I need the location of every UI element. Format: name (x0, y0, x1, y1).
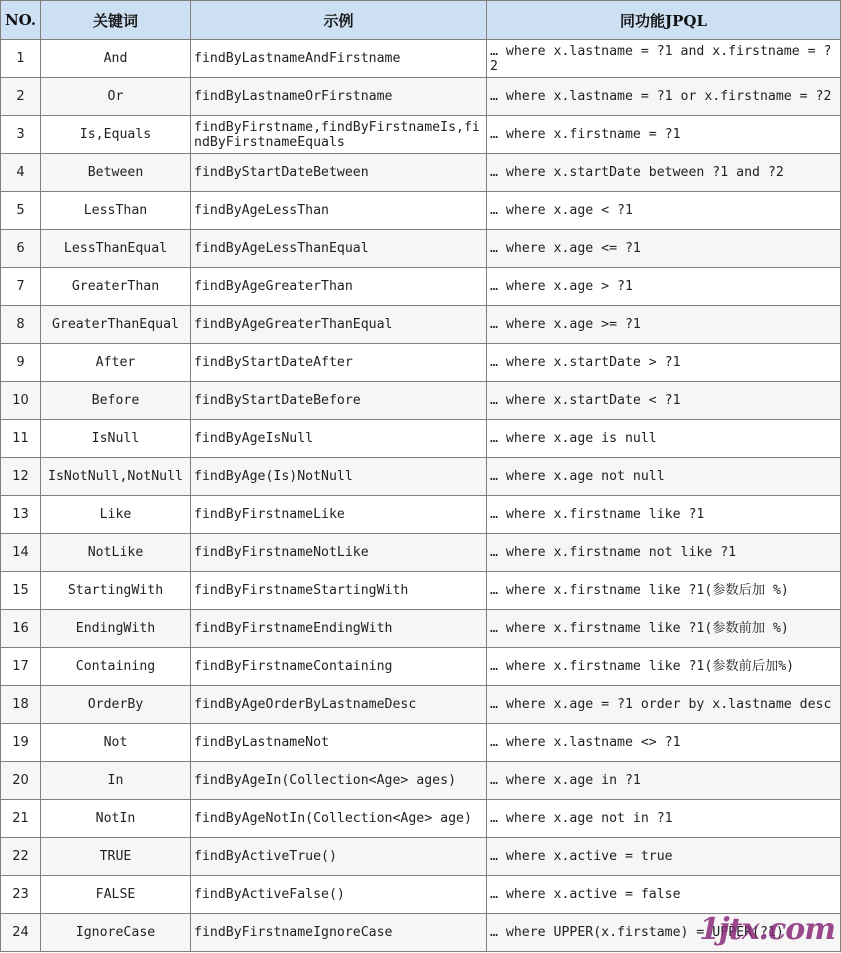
keyword-cell: Before (41, 382, 191, 420)
table-row (1, 610, 841, 648)
example-cell: findByFirstnameEndingWith (191, 610, 487, 648)
example-cell: findByAge(Is)NotNull (191, 458, 487, 496)
row-number: 11 (1, 420, 41, 458)
keyword-cell: OrderBy (41, 686, 191, 724)
jpql-cell: … where x.firstname like ?1(参数前加 %) (487, 610, 841, 648)
keyword-cell: GreaterThan (41, 268, 191, 306)
example-cell: findByStartDateAfter (191, 344, 487, 382)
keyword-cell: IsNull (41, 420, 191, 458)
jpql-cell: … where x.firstname = ?1 (487, 116, 841, 154)
example-cell: findByFirstnameStartingWith (191, 572, 487, 610)
example-cell: findByStartDateBetween (191, 154, 487, 192)
row-number: 21 (1, 800, 41, 838)
jpql-cell: … where UPPER(x.firstame) = UPPER(?1) (487, 914, 841, 952)
header-jpql: 同功能JPQL (487, 1, 841, 40)
table-row (1, 344, 841, 382)
example-cell: findByFirstname,findByFirstnameIs,findByFirstnameEquals (191, 116, 487, 154)
table-body (1, 40, 841, 952)
table-row (1, 876, 841, 914)
row-number: 20 (1, 762, 41, 800)
jpql-cell: … where x.age not in ?1 (487, 800, 841, 838)
keyword-cell: TRUE (41, 838, 191, 876)
table-row (1, 154, 841, 192)
example-cell: findByLastnameAndFirstname (191, 40, 487, 78)
keyword-cell: FALSE (41, 876, 191, 914)
row-number: 7 (1, 268, 41, 306)
table-row (1, 686, 841, 724)
keyword-cell: StartingWith (41, 572, 191, 610)
jpql-cell: … where x.active = true (487, 838, 841, 876)
jpql-cell: … where x.firstname like ?1 (487, 496, 841, 534)
example-cell: findByActiveFalse() (191, 876, 487, 914)
example-cell: findByAgeGreaterThanEqual (191, 306, 487, 344)
row-number: 18 (1, 686, 41, 724)
table-row (1, 648, 841, 686)
keyword-cell: Like (41, 496, 191, 534)
keyword-cell: Or (41, 78, 191, 116)
row-number: 9 (1, 344, 41, 382)
jpql-cell: … where x.age = ?1 order by x.lastname desc (487, 686, 841, 724)
jpql-cell: … where x.firstname not like ?1 (487, 534, 841, 572)
jpql-cell: … where x.age <= ?1 (487, 230, 841, 268)
jpql-cell: … where x.lastname <> ?1 (487, 724, 841, 762)
row-number: 1 (1, 40, 41, 78)
example-cell: findByAgeLessThan (191, 192, 487, 230)
jpql-cell: … where x.active = false (487, 876, 841, 914)
table-row (1, 268, 841, 306)
jpql-cell: … where x.age < ?1 (487, 192, 841, 230)
table-row (1, 40, 841, 78)
jpql-cell: … where x.firstname like ?1(参数前后加%) (487, 648, 841, 686)
row-number: 6 (1, 230, 41, 268)
row-number: 15 (1, 572, 41, 610)
row-number: 19 (1, 724, 41, 762)
row-number: 4 (1, 154, 41, 192)
keyword-cell: GreaterThanEqual (41, 306, 191, 344)
example-cell: findByLastnameOrFirstname (191, 78, 487, 116)
table-row (1, 838, 841, 876)
row-number: 12 (1, 458, 41, 496)
table-row (1, 306, 841, 344)
row-number: 5 (1, 192, 41, 230)
keyword-cell: EndingWith (41, 610, 191, 648)
example-cell: findByAgeIsNull (191, 420, 487, 458)
keyword-cell: NotIn (41, 800, 191, 838)
example-cell: findByAgeGreaterThan (191, 268, 487, 306)
example-cell: findByFirstnameIgnoreCase (191, 914, 487, 952)
header-keyword: 关键词 (41, 1, 191, 40)
example-cell: findByAgeOrderByLastnameDesc (191, 686, 487, 724)
table-row (1, 116, 841, 154)
jpql-cell: … where x.lastname = ?1 or x.firstname = ?2 (487, 78, 841, 116)
row-number: 16 (1, 610, 41, 648)
example-cell: findByFirstnameLike (191, 496, 487, 534)
table-row (1, 572, 841, 610)
keyword-cell: Between (41, 154, 191, 192)
table-row (1, 762, 841, 800)
row-number: 13 (1, 496, 41, 534)
row-number: 10 (1, 382, 41, 420)
table-row (1, 534, 841, 572)
example-cell: findByAgeNotIn(Collection<Age> age) (191, 800, 487, 838)
example-cell: findByStartDateBefore (191, 382, 487, 420)
example-cell: findByFirstnameContaining (191, 648, 487, 686)
keyword-cell: NotLike (41, 534, 191, 572)
example-cell: findByAgeIn(Collection<Age> ages) (191, 762, 487, 800)
row-number: 14 (1, 534, 41, 572)
row-number: 23 (1, 876, 41, 914)
keyword-cell: Not (41, 724, 191, 762)
jpql-cell: … where x.age is null (487, 420, 841, 458)
keyword-cell: LessThan (41, 192, 191, 230)
jpql-cell: … where x.age in ?1 (487, 762, 841, 800)
header-no: NO. (1, 1, 41, 40)
example-cell: findByActiveTrue() (191, 838, 487, 876)
example-cell: findByAgeLessThanEqual (191, 230, 487, 268)
row-number: 2 (1, 78, 41, 116)
header-row (1, 1, 841, 40)
jpql-cell: … where x.age >= ?1 (487, 306, 841, 344)
jpql-cell: … where x.age not null (487, 458, 841, 496)
jpql-cell: … where x.startDate between ?1 and ?2 (487, 154, 841, 192)
table-row (1, 458, 841, 496)
keyword-cell: IsNotNull,NotNull (41, 458, 191, 496)
row-number: 22 (1, 838, 41, 876)
jpql-cell: … where x.age > ?1 (487, 268, 841, 306)
example-cell: findByLastnameNot (191, 724, 487, 762)
table-row (1, 78, 841, 116)
keyword-cell: LessThanEqual (41, 230, 191, 268)
keyword-cell: Containing (41, 648, 191, 686)
table-row (1, 230, 841, 268)
keyword-cell: IgnoreCase (41, 914, 191, 952)
keyword-cell: After (41, 344, 191, 382)
keyword-cell: In (41, 762, 191, 800)
table-row (1, 382, 841, 420)
row-number: 3 (1, 116, 41, 154)
row-number: 8 (1, 306, 41, 344)
table-row (1, 724, 841, 762)
watermark-logo: 1jtx.com (699, 912, 835, 947)
table-row (1, 192, 841, 230)
jpql-cell: … where x.firstname like ?1(参数后加 %) (487, 572, 841, 610)
jpql-cell: … where x.startDate < ?1 (487, 382, 841, 420)
table-row (1, 496, 841, 534)
keyword-cell: Is,Equals (41, 116, 191, 154)
keyword-cell: And (41, 40, 191, 78)
jpql-cell: … where x.startDate > ?1 (487, 344, 841, 382)
example-cell: findByFirstnameNotLike (191, 534, 487, 572)
row-number: 24 (1, 914, 41, 952)
header-example: 示例 (191, 1, 487, 40)
row-number: 17 (1, 648, 41, 686)
table-row (1, 800, 841, 838)
table-row (1, 420, 841, 458)
jpql-cell: … where x.lastname = ?1 and x.firstname = ?2 (487, 40, 841, 78)
